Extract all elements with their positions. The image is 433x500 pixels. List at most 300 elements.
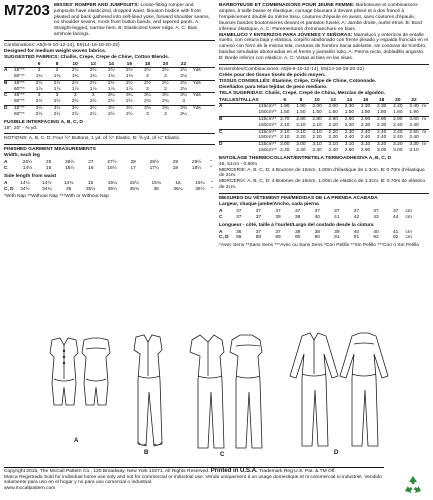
side-table-en — [4, 181, 215, 193]
measurement-value: 90 — [294, 235, 301, 241]
yardage-value: 2½ — [53, 99, 61, 105]
measurement-value: 37 — [255, 214, 262, 220]
size-header: 22 — [175, 62, 193, 68]
yardage-value: 2⅛ — [180, 86, 187, 92]
fabric-width: 115cm** — [258, 116, 277, 122]
yardage-value: 2½ — [144, 68, 151, 74]
yardage-value: 2.80 — [344, 147, 355, 153]
yardage-value: 2½ — [89, 111, 97, 117]
measurement-value: 17 — [130, 166, 136, 171]
yardage-value: 2.20 — [328, 122, 338, 128]
yardage-value: 3 — [48, 93, 66, 99]
notions-fr: MERCERIE: A, B, C, D: 4 Boutons de 16mm, 1.00m d'élastique de 1.3cm. B: 0.70m d'élastique de 2cm. — [219, 167, 425, 179]
trademark: Trademark Reg U.S. Pat. & TM Off. — [259, 469, 336, 475]
yardage-value: 1.50 — [360, 110, 371, 116]
measurement-value: 15¼ — [107, 180, 118, 186]
finished-measurements-title-fr: MESURES DU VÊTEMENT FINI/MEDIDAS DE LA PRENDA ACABADA — [219, 196, 378, 202]
measurement-value: 18 — [172, 166, 179, 171]
unit: cm — [405, 214, 412, 220]
measurement-value: 15¾ — [151, 180, 161, 186]
spanish-description-text: Mameluco y enterizos de entalle suelto, con cintura baja y elástica, corpiño abullonado con frente plisado y espalda fruncida en el canesú con forro de la misma tela, costuras de hombro hacia adelante, sin costuras de hombro, bandas simuladas abotonadas en el frente y pantalón tubo. A: Pierna recta, dobladillo angosto. B: Borde inferior con elástico. A, C: Vistas al bies en las sisas. — [219, 32, 429, 62]
unit: " — [210, 186, 213, 192]
yardage-value: 2.40 — [360, 135, 371, 141]
yardage-value: 3¼ — [120, 93, 138, 99]
measurement-value: 37 — [255, 229, 262, 235]
english-title: MISSES' ROMPER AND JUMPSUITS: — [53, 3, 140, 8]
yardage-value: 2.90 — [390, 116, 406, 122]
copyright: Copyright 2015, The McCall Pattern Co., 120 Broadway, New York 10271. All Rights Reserved. — [4, 469, 210, 475]
yardage-value: 2½ — [175, 80, 193, 86]
footer-rule — [4, 467, 384, 468]
yardage-row — [219, 148, 429, 154]
combinations-en: Combinations: A5(6-8-10-12-14), E5(14-16-18-20-22) — [4, 42, 120, 48]
unit: " — [210, 166, 212, 171]
measurement-value: 35 — [66, 186, 72, 192]
measurement-value: 90 — [314, 235, 320, 241]
view-label: C — [4, 166, 8, 171]
yardage-table-en — [4, 62, 215, 118]
yardage-value: 1.80 — [377, 110, 387, 116]
interfacing-title-en: FUSIBLE INTERFACING A, B, C, D — [4, 119, 83, 125]
yardage-value: 2.30 — [328, 135, 338, 141]
figure-a — [30, 335, 118, 445]
yardage-value: 3.10 — [357, 142, 373, 148]
measurement-value: 39 — [294, 214, 301, 220]
french-description — [219, 3, 429, 33]
measurement-value: 14½ — [22, 166, 33, 171]
unit: " — [210, 180, 213, 186]
fabric-width: 60"** — [14, 99, 25, 105]
yardage-value: 1¾ — [53, 74, 61, 80]
yardage-value: 2.40 — [344, 135, 355, 141]
figure-label-a: A — [74, 438, 79, 444]
yardage-value: 1.80 — [393, 110, 403, 116]
measurement-value: 14½ — [42, 180, 52, 186]
yardage-value: 2.70 — [277, 116, 293, 122]
unit: m — [422, 104, 427, 110]
size-header: 6 — [277, 98, 293, 104]
measurement-value: 35½ — [107, 186, 118, 192]
yardage-value: 2½ — [126, 111, 133, 117]
yardage-row — [4, 112, 215, 118]
yardage-value: 3.00 — [293, 142, 309, 148]
combinations-fr: Ensembles/Combinaciones: A5(6-8-10-12-14), E5(14-16-18-20-22) — [219, 67, 364, 73]
yardage-row — [4, 74, 215, 80]
marca-registrada: Marca Registrada — [4, 474, 43, 480]
english-description — [54, 3, 215, 38]
yardage-value: 2.40 — [393, 135, 403, 141]
yardage-value: 2.90 — [357, 116, 373, 122]
yardage-value: 3¾ — [156, 106, 174, 112]
yardage-value: 2.40 — [393, 104, 403, 110]
measurement-value: 41 — [393, 229, 399, 235]
yardage-value: 1.50 — [280, 110, 290, 116]
size-header: 18 — [138, 62, 156, 68]
yardage-value: 2.10 — [280, 135, 290, 141]
measurement-value: 39 — [334, 229, 340, 235]
french-description-text: Barboteuse et combinaisons amples, à taille basse et élastique, corsage blousant à devant plissé et à dos froncé à l'empiècement doublé du même tissu, coutures d'épaule en avant, sans coutures d'épaule, fausses bandes boutonnières devant et pantalon fuselé. A: Jambe droite, ourlet étroit. B: Bord inférieur élastique. A, C: Parementures d'emmanchure en biais. — [219, 3, 422, 32]
measurement-value: 27 — [88, 160, 94, 166]
measurement-value: 38 — [314, 229, 320, 235]
yardage-value: 2.40 — [328, 147, 338, 153]
yardage-value: 2½ — [71, 68, 79, 74]
yardage-value: 1.50 — [312, 110, 322, 116]
view-label: A — [4, 160, 8, 166]
unit: cm — [405, 235, 412, 241]
size-header: 20 — [156, 62, 174, 68]
yardage-value: 3.00 — [277, 142, 293, 148]
yardage-value: 2.40 — [357, 129, 373, 135]
yardage-row — [4, 99, 215, 105]
yardage-value: 3.00 — [406, 116, 422, 122]
measurement-value: 37 — [255, 209, 262, 215]
yardage-value: 2½ — [35, 99, 43, 105]
yardage-value: 3¼ — [102, 93, 120, 99]
view-label: A — [219, 209, 223, 215]
size-header: 22 — [406, 98, 422, 104]
yardage-value: 1⅞ — [89, 86, 97, 92]
yardage-value: 3.00 — [393, 147, 403, 153]
size-header: 12 — [84, 62, 102, 68]
yardage-value: 2.00 — [328, 104, 338, 110]
jumpsuit-d-illustration — [272, 330, 402, 460]
unit: Yds — [193, 80, 215, 86]
yardage-value: 2½ — [35, 111, 43, 117]
suggested-fabrics-en: SUGGESTED FABRICS: Challis, Crepe, Crepe de Chine, Cotton Blends. — [4, 54, 170, 60]
size-header: 16 — [120, 62, 138, 68]
yardage-value: 2.50 — [406, 129, 422, 135]
yardage-value: 3.00 — [377, 147, 387, 153]
yardage-value: 2½ — [66, 80, 84, 86]
sizes-label: TAILLES/TALLAS — [219, 97, 259, 103]
yardage-value: 2.90 — [374, 116, 390, 122]
view-label: A — [4, 68, 8, 74]
yardage-value: 1¾ — [35, 74, 43, 80]
yardage-value: 2½ — [89, 68, 97, 74]
view-label: B — [4, 80, 14, 86]
yardage-value: 2.40 — [393, 122, 403, 128]
fabric-width: 115cm** — [258, 142, 277, 148]
measurement-value: 37 — [353, 209, 360, 215]
yardage-row — [4, 80, 215, 86]
measurement-value: 28 — [130, 160, 136, 166]
measurement-value: 14¾ — [64, 180, 74, 186]
measurement-value: 37 — [275, 209, 281, 215]
yardage-value: 2½ — [102, 80, 120, 86]
yardage-value: 2 — [146, 86, 149, 92]
measurement-value: 37 — [275, 229, 281, 235]
yardage-value: 2⅛ — [180, 74, 187, 80]
yardage-value: 2.40 — [280, 147, 290, 153]
measurement-value: 15½ — [129, 180, 139, 186]
yardage-value: 3.10 — [325, 142, 341, 148]
view-label: C, D — [4, 186, 14, 192]
yardage-value: 2½ — [126, 68, 133, 74]
yardage-value: 2½ — [30, 80, 48, 86]
measurement-value: 35¼ — [85, 186, 96, 192]
left-column — [4, 3, 215, 200]
measurement-value: 37 — [373, 209, 379, 215]
divider — [4, 133, 215, 134]
yardage-value: 2½ — [53, 111, 61, 117]
view-label: C — [219, 214, 223, 220]
yardage-value: 2.90 — [325, 116, 341, 122]
measurement-value: 36¼ — [173, 186, 183, 192]
yardage-value: 3 — [146, 111, 149, 117]
yardage-value: 3½ — [48, 106, 66, 112]
figure-d — [272, 330, 402, 460]
size-header: 14 — [341, 98, 357, 104]
yardage-value: 2.10 — [293, 129, 309, 135]
yardage-value: 2.20 — [325, 129, 341, 135]
yardage-value: 3.20 — [390, 142, 406, 148]
measurement-value: 35¾ — [129, 186, 139, 192]
yardage-value: 1.90 — [409, 110, 419, 116]
measurement-value: 89 — [275, 235, 281, 241]
spanish-description — [219, 33, 429, 63]
yardage-value: 1⅞ — [35, 86, 43, 92]
yardage-value: 1⅞ — [126, 86, 133, 92]
width-title-fr: Largeur, chaque jambe/Ancho, cada pierna — [219, 202, 319, 208]
fabric-width: 115cm** — [258, 104, 277, 110]
designed-for-es: Diseñados para telas tejidas de peso mediano. — [219, 84, 328, 90]
interfacing-line-fr: 46, 51cm - 0.80m — [219, 161, 258, 167]
unit: cm — [405, 209, 412, 215]
size-header: 6 — [30, 62, 48, 68]
english-description-text: Loose-fitting romper and jumpsuits have elasticized, dropped waist, blouson bodice with front pleated and back gathered into self-lined yoke, forward shoulder seams, no shoulder seams, mock front button bands, and tapered pants. A: Straight-legged, narrow hem. B: Elasticized lower edge. A, C: Bias armhole facings. — [53, 3, 210, 37]
measurement-value: 37 — [334, 209, 340, 215]
measurement-value: 36½ — [195, 186, 205, 192]
divider — [4, 144, 215, 145]
printed-in: Printed in U.S.A. — [210, 468, 258, 475]
measurement-value: 34¾ — [42, 186, 52, 192]
measurement-value: 37 — [314, 209, 320, 215]
yardage-row — [4, 106, 215, 112]
measurement-value: 92 — [373, 235, 379, 241]
jumpsuit-b-illustration — [118, 332, 178, 462]
unit — [422, 148, 429, 154]
notions-es: MERCERÍA: A, B, C, D: 4 Botones de 16mm, 1.00m de elástico de 1.3cm. B: 0.70m de elástico de 2cm. — [219, 179, 426, 191]
yardage-value: 2.10 — [309, 129, 325, 135]
side-title-fr: Longueur - côté, taille à l'ourlet/Largo del costado desde la cintura — [219, 222, 374, 228]
view-label: A — [219, 104, 223, 110]
yardage-table-fr — [219, 98, 429, 154]
yardage-value: 2¾ — [162, 99, 169, 105]
measurement-value: 91 — [353, 235, 360, 241]
yardage-value: 1.50 — [296, 110, 306, 116]
yardage-value: 1¾ — [89, 74, 97, 80]
unit: m — [422, 142, 429, 148]
fabric-width: 150cm** — [258, 110, 277, 116]
yardage-value: 2.10 — [280, 122, 290, 128]
measurement-value: 14¼ — [20, 180, 30, 186]
french-title: BARBOTEUSE ET COMBINAISONS POUR JEUNE FEMME: — [219, 3, 355, 8]
figure-c — [180, 332, 270, 462]
measurement-value: 27½ — [107, 160, 117, 166]
footer-line-3 — [4, 486, 384, 492]
size-header: 10 — [309, 98, 325, 104]
size-header: 10 — [66, 62, 84, 68]
yardage-value: 1⅞ — [107, 86, 115, 92]
yardage-value: 2 — [146, 74, 149, 80]
unit: " — [210, 160, 212, 166]
yardage-value: 2.40 — [312, 147, 322, 153]
yardage-value: 3 — [182, 99, 185, 105]
yardage-value: 3¾ — [138, 106, 156, 112]
view-label: B — [219, 116, 259, 122]
yardage-value: 1.50 — [328, 110, 338, 116]
recycle-icon — [402, 475, 424, 495]
yardage-value: 3 — [164, 111, 167, 117]
measurement-value: 91 — [334, 235, 340, 241]
resale-notice: Sold for individual home use only and not for commercial or industrial use. Vendu uniquement à un usage domestique et ni commercial ni industriel. Vendido solamente para uso en el hogar y no para uso comercial o industrial. — [4, 474, 382, 486]
yardage-value: 2½ — [120, 80, 138, 86]
yardage-value: 2½ — [138, 80, 156, 86]
size-header: 8 — [48, 62, 66, 68]
yardage-value: 3½ — [84, 106, 102, 112]
view-label: D — [219, 142, 259, 148]
fabric-width: 45"** — [14, 106, 30, 112]
yardage-value: 3.20 — [374, 142, 390, 148]
measurement-value: 38 — [294, 229, 301, 235]
yardage-value: 2½ — [84, 80, 102, 86]
yardage-value: 3½ — [156, 93, 174, 99]
measurement-value: 16¼ — [195, 180, 205, 186]
yardage-value: 3 — [66, 93, 84, 99]
fabric-width: 150cm** — [258, 135, 277, 141]
fabric-width: 45"** — [14, 68, 25, 74]
fabric-width: 60"** — [14, 111, 25, 117]
divider — [219, 193, 429, 194]
measurement-value: 16½ — [107, 166, 117, 171]
width-table-en — [4, 160, 215, 172]
divider — [219, 64, 429, 65]
measurement-value: 92 — [393, 235, 399, 241]
yardage-value: 2.10 — [312, 122, 322, 128]
spanish-title: MAMELUCO Y ENTERIZOS PARA JÓVENES Y SEÑORAS: — [219, 32, 353, 38]
measurement-row — [219, 235, 429, 241]
yardage-value: 3½ — [175, 93, 193, 99]
measurement-value: 37 — [236, 214, 242, 220]
yardage-value: 2.40 — [296, 147, 306, 153]
measurement-value: 29 — [172, 160, 179, 166]
yardage-value: 2½ — [107, 68, 115, 74]
yardage-value: 2.20 — [344, 122, 355, 128]
yardage-value: 2¾ — [144, 99, 151, 105]
designed-for-en: Designed for medium weight woven fabrics. — [4, 48, 107, 54]
measurement-value: 15 — [45, 166, 52, 171]
yardage-value: 2.80 — [309, 116, 325, 122]
yardage-value: 2.80 — [293, 116, 309, 122]
yardage-value: 3 — [84, 93, 102, 99]
figure-label-b: B — [144, 450, 149, 456]
yardage-value: 3.10 — [409, 147, 419, 153]
yardage-value: 3½ — [66, 106, 84, 112]
unit: cm — [405, 229, 412, 235]
yardage-value: 2.10 — [277, 129, 293, 135]
unit: m — [422, 116, 429, 122]
yardage-value: 2½ — [107, 111, 115, 117]
view-label — [219, 148, 259, 154]
yardage-value: 2½ — [156, 80, 174, 86]
measurement-value: 36 — [236, 229, 242, 235]
yardage-value: 2½ — [89, 99, 97, 105]
yardage-value: 2.30 — [341, 129, 357, 135]
yardage-value: 3½ — [30, 106, 48, 112]
measurement-value: 40 — [314, 214, 320, 220]
yardage-value: 1.50 — [344, 110, 355, 116]
measurement-value: 42 — [353, 214, 360, 220]
right-column — [219, 3, 429, 249]
left-header — [4, 3, 215, 38]
measurement-row — [4, 166, 215, 172]
yardage-value: 1⅞ — [53, 86, 61, 92]
yardage-value: 2 — [37, 68, 41, 74]
measurement-value: 16 — [175, 180, 181, 186]
measurement-value: 26 — [45, 160, 52, 166]
view-label: A — [219, 229, 223, 235]
yardage-value: 3.10 — [341, 142, 357, 148]
yardage-value: 1¾ — [126, 74, 133, 80]
romper-a-illustration — [30, 335, 118, 445]
nap-note-en: *With Nap **Without Nap ***With or Without Nap — [4, 194, 109, 200]
yardage-value: 2 — [164, 86, 167, 92]
side-title-en: Side length from waist — [4, 173, 57, 179]
yardage-value: 2½ — [48, 80, 66, 86]
nap-note-fr: *Avec Sens **Sans Sens ***Avec ou Sans Sens *Con Pelillo **Sin Pelillo ***Con o Sin Pelillo — [219, 243, 419, 249]
view-label — [4, 112, 14, 118]
measurement-value: 37 — [236, 209, 242, 215]
figure-b — [118, 332, 178, 462]
measurement-value: 36 — [153, 186, 159, 192]
measurement-value: 37 — [294, 209, 301, 215]
measurement-row — [219, 215, 429, 221]
yardage-value: 2.30 — [360, 104, 371, 110]
unit: Yds — [192, 68, 201, 74]
size-header: 14 — [102, 62, 120, 68]
measurement-value: 28½ — [149, 160, 159, 166]
measurement-value: 16 — [88, 166, 94, 171]
jumpsuit-c-illustration — [180, 332, 270, 462]
side-table-fr — [219, 230, 429, 242]
yardage-value: 2.40 — [409, 122, 419, 128]
finished-measurements-title-en: FINISHED GARMENT MEASUREMENTS — [4, 147, 96, 153]
website-link[interactable]: www.mccallpattern.com — [4, 485, 56, 491]
yardage-value: 2.90 — [341, 116, 357, 122]
yardage-value: 2.90 — [360, 147, 371, 153]
unit: Yds — [193, 93, 215, 99]
yardage-value: 3¼ — [180, 111, 187, 117]
measurement-value: 88 — [236, 235, 242, 241]
yardage-value: 2.30 — [377, 122, 387, 128]
notions-en: NOTIONS: A, B, C, D: Four ½" Buttons, 1 yd. of ½" Elastic. B: ⅝ yd. of ¼" Elastic. — [4, 136, 181, 142]
view-label: A — [4, 180, 8, 186]
size-header: 18 — [374, 98, 390, 104]
measurement-value: 44 — [393, 214, 399, 220]
measurement-value: 29½ — [191, 160, 202, 166]
yardage-value: 2.30 — [344, 104, 355, 110]
yardage-value: 2.40 — [377, 135, 387, 141]
figure-label-c: C — [220, 452, 225, 458]
yardage-value: 2 — [55, 68, 59, 74]
fabric-width: 45"** — [14, 80, 30, 86]
yardage-value: 2.40 — [409, 135, 419, 141]
unit: m — [422, 129, 429, 135]
size-header: 8 — [293, 98, 309, 104]
yardage-value: 2.40 — [374, 129, 390, 135]
unit — [193, 112, 215, 118]
measurement-value: 40 — [373, 229, 379, 235]
